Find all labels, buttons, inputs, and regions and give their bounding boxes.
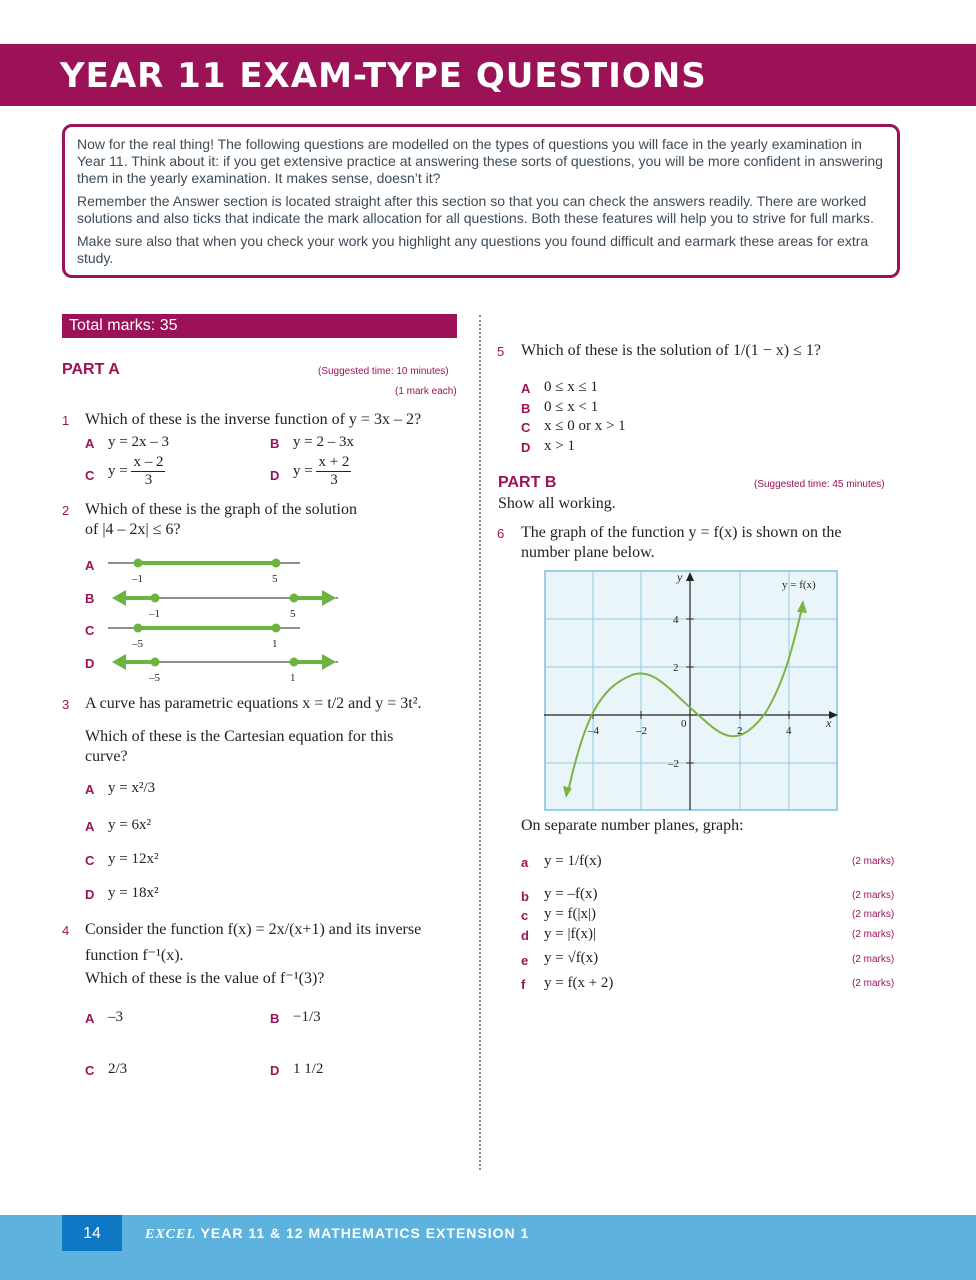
q4-option-b: −1/3 — [293, 1009, 321, 1025]
option-label: D — [85, 887, 95, 902]
question-3-line: A curve has parametric equations x = t/2 and y = 3t². — [85, 695, 422, 712]
option-label: C — [85, 468, 95, 483]
marks-label: (2 marks) — [852, 909, 895, 920]
option-label: A — [521, 381, 531, 396]
option-label: A — [85, 782, 95, 797]
y-tick: 2 — [673, 662, 679, 674]
filled-dot — [290, 658, 299, 667]
footer-title — [145, 1225, 529, 1243]
y-axis-label: y — [677, 570, 683, 584]
question-number: 1 — [62, 413, 70, 428]
q3-option-c: y = 12x² — [108, 851, 159, 867]
footer-bar — [0, 1215, 976, 1280]
title-banner — [0, 44, 976, 106]
question-5-text: Which of these is the solution of 1/(1 − x) ≤ 1? — [521, 342, 821, 359]
question-2-line: Which of these is the graph of the solution — [85, 501, 357, 518]
marks-label: (2 marks) — [852, 954, 895, 965]
total-marks-bar: Total marks: 35 — [62, 314, 457, 338]
option-label: D — [521, 440, 531, 455]
svg-text:–1: –1 — [149, 608, 160, 620]
option-label: B — [270, 1011, 280, 1026]
question-number: 2 — [62, 503, 70, 518]
part-a-time: (Suggested time: 10 minutes) — [318, 366, 449, 377]
question-2-line: of |4 – 2x| ≤ 6? — [85, 521, 181, 538]
q1-option-b: y = 2 – 3x — [293, 434, 354, 450]
question-4-line: Consider the function f(x) = 2x/(x+1) and its inverse — [85, 921, 422, 938]
q5-option-c: x ≤ 0 or x > 1 — [544, 418, 626, 434]
q5-option-d: x > 1 — [544, 438, 575, 454]
page-number: 14 — [62, 1215, 122, 1251]
x-tick: –4 — [588, 725, 599, 737]
intro-paragraph: Make sure also that when you check your work you highlight any questions you found difficult and earmark these areas for extra study. — [77, 233, 869, 266]
q1-c-numerator: x – 2 — [133, 454, 164, 470]
option-label: D — [270, 1063, 280, 1078]
question-number: 5 — [497, 344, 505, 359]
y-tick: 4 — [673, 614, 679, 626]
q3-option-d: y = 18x² — [108, 885, 159, 901]
part-b-heading: PART B — [498, 474, 557, 491]
q4-option-d: 1 1/2 — [293, 1061, 324, 1077]
curve-label: y = f(x) — [782, 579, 816, 591]
part-b-time: (Suggested time: 45 minutes) — [754, 479, 885, 490]
option-label: A — [85, 558, 95, 573]
q5-option-a: 0 ≤ x ≤ 1 — [544, 379, 598, 395]
number-lines — [100, 553, 350, 683]
column-divider — [479, 315, 481, 1170]
x-tick: 4 — [786, 725, 792, 737]
page-title: YEAR 11 EXAM-TYPE QUESTIONS — [60, 56, 707, 96]
option-label: C — [85, 623, 95, 638]
marks-label: (2 marks) — [852, 856, 895, 867]
y-tick: –2 — [668, 758, 679, 770]
svg-text:–5: –5 — [132, 638, 143, 650]
question-6-line: The graph of the function y = f(x) is shown on the — [521, 524, 842, 541]
part-label: e — [521, 953, 529, 968]
filled-dot — [151, 658, 160, 667]
q6-part-expr: y = √f(x) — [544, 950, 599, 966]
q1-c-denominator: 3 — [144, 472, 153, 488]
marks-label: (2 marks) — [852, 929, 895, 940]
question-4-line: function f⁻¹(x). — [85, 947, 184, 964]
q1-d-denominator: 3 — [330, 472, 338, 488]
filled-dot — [272, 624, 281, 633]
q1-option-c: y = $\frac{x - 2}{3}$ — [108, 454, 164, 488]
q3-option-a: y = x²/3 — [108, 780, 156, 796]
q6-part-expr: y = |f(x)| — [544, 926, 596, 942]
q1-d-numerator: x + 2 — [318, 454, 350, 470]
intro-paragraph: Now for the real thing! The following questions are modelled on the types of questions you will face in the yearly examination in Year 11. Think about it: if you get extensive practice at answering these sorts of questions, you will be more confident in answering them in the yearly examination. It makes sense, doesn’t it? — [77, 136, 883, 186]
book-title: YEAR 11 & 12 MATHEMATICS EXTENSION 1 — [200, 1225, 530, 1241]
filled-dot — [134, 624, 143, 633]
part-label: a — [521, 855, 529, 870]
filled-dot — [290, 594, 299, 603]
option-label: A — [85, 436, 95, 451]
option-label: C — [85, 1063, 95, 1078]
svg-text:–5: –5 — [149, 672, 160, 683]
question-1-text: Which of these is the inverse function of y = 3x – 2? — [85, 411, 422, 428]
option-label: A — [85, 819, 95, 834]
show-working: Show all working. — [498, 495, 616, 512]
x-tick: 0 — [681, 718, 687, 730]
x-tick: 2 — [737, 725, 743, 737]
part-a-heading: PART A — [62, 361, 120, 378]
part-label: f — [521, 977, 526, 992]
q6-instruction: On separate number planes, graph: — [521, 817, 744, 834]
part-a-marks-each: (1 mark each) — [395, 386, 457, 397]
question-4-line: Which of these is the value of f⁻¹(3)? — [85, 970, 325, 987]
option-label: D — [85, 656, 95, 671]
x-axis-label: x — [826, 716, 832, 730]
q5-option-b: 0 ≤ x < 1 — [544, 399, 599, 415]
q6-part-expr: y = –f(x) — [544, 886, 598, 902]
part-label: d — [521, 928, 529, 943]
intro-paragraph: Remember the Answer section is located straight after this section so that you can check the answers readily. There are worked solutions and also ticks that indicate the mark allocation for all questions. Both these features will help you to strive for full marks. — [77, 193, 874, 226]
svg-text:–1: –1 — [132, 573, 143, 585]
question-number: 4 — [62, 923, 70, 938]
q1-option-a: y = 2x – 3 — [108, 434, 169, 450]
option-label: B — [85, 591, 95, 606]
q6-part-expr: y = 1/f(x) — [544, 853, 602, 869]
svg-text:1: 1 — [272, 638, 278, 650]
option-label: B — [521, 401, 531, 416]
filled-dot — [134, 559, 143, 568]
question-number: 3 — [62, 697, 70, 712]
x-tick: –2 — [636, 725, 647, 737]
option-label: B — [270, 436, 280, 451]
question-6-line: number plane below. — [521, 544, 655, 561]
svg-text:5: 5 — [290, 608, 296, 620]
part-label: c — [521, 908, 529, 923]
svg-text:1: 1 — [290, 672, 296, 683]
q4-option-c: 2/3 — [108, 1061, 128, 1077]
q6-part-expr: y = f(x + 2) — [544, 975, 614, 991]
question-3-line: Which of these is the Cartesian equation for this — [85, 728, 394, 745]
q6-part-expr: y = f(|x|) — [544, 906, 596, 922]
question-number: 6 — [497, 526, 505, 541]
marks-label: (2 marks) — [852, 890, 895, 901]
question-3-line: curve? — [85, 748, 128, 765]
intro-box — [62, 124, 900, 278]
marks-label: (2 marks) — [852, 978, 895, 989]
option-label: D — [270, 468, 280, 483]
svg-text:5: 5 — [272, 573, 278, 585]
q4-option-a: –3 — [108, 1009, 123, 1025]
filled-dot — [272, 559, 281, 568]
filled-dot — [151, 594, 160, 603]
brand-name: EXCEL — [145, 1227, 196, 1242]
part-label: b — [521, 889, 529, 904]
q1-option-d: y = $\frac{x + 2}{3}$ — [293, 454, 350, 488]
q3-option-b: y = 6x² — [108, 817, 151, 833]
option-label: A — [85, 1011, 95, 1026]
function-graph — [544, 570, 844, 812]
option-label: C — [521, 420, 531, 435]
option-label: C — [85, 853, 95, 868]
